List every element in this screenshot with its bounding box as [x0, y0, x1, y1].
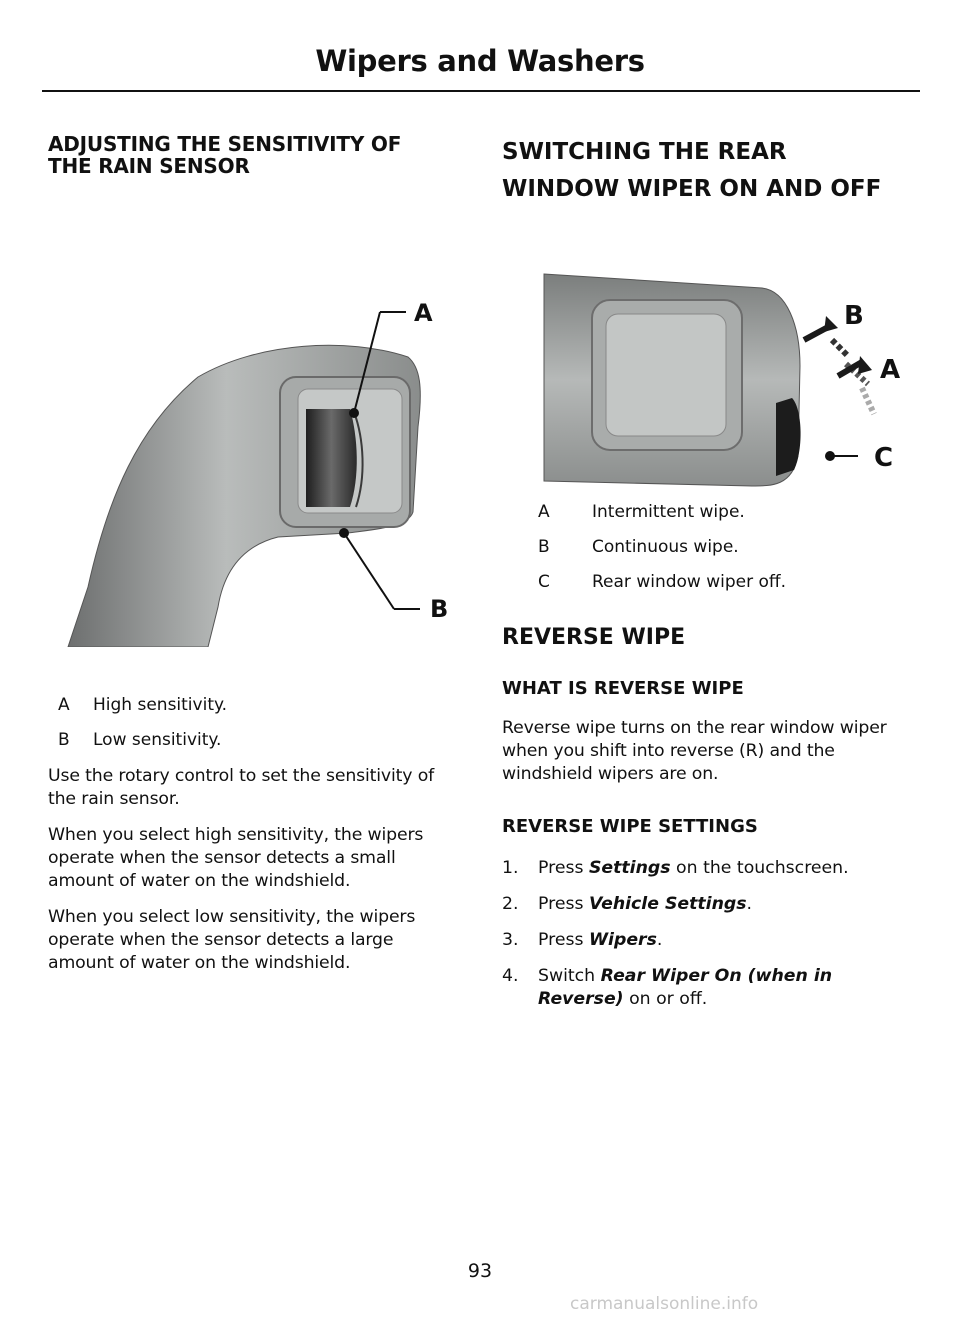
- section-heading-rear-wiper: [502, 134, 922, 208]
- paragraph-reverse-wipe: Reverse wipe turns on the rear window wiper when you shift into reverse (R) and the windshield wipers are on.: [502, 717, 887, 784]
- right-column: [502, 134, 922, 1024]
- rear-wiper-legend: [500, 502, 922, 592]
- subheading-reverse-wipe-settings: REVERSE WIPE SETTINGS: [502, 815, 758, 837]
- step-text: on or off.: [623, 988, 708, 1009]
- step-text: Press: [538, 893, 589, 914]
- step-item: [502, 965, 922, 1011]
- legend-key: A: [58, 695, 70, 716]
- legend-row: [48, 695, 462, 715]
- legend-row: [48, 730, 462, 750]
- step-text: Press: [538, 929, 589, 950]
- heading-line-1: SWITCHING THE REAR: [502, 139, 787, 165]
- settings-steps: [502, 857, 922, 1011]
- heading-line-2: WINDOW WIPER ON AND OFF: [502, 176, 882, 202]
- legend-key: C: [538, 572, 550, 592]
- legend-text: High sensitivity.: [93, 695, 228, 716]
- header-divider: [42, 90, 920, 92]
- step-item: [502, 893, 922, 916]
- rear-wiper-figure: [502, 208, 922, 488]
- page-title: Wipers and Washers: [315, 44, 645, 78]
- legend-key: B: [58, 730, 70, 751]
- legend-text: Continuous wipe.: [592, 537, 739, 557]
- callout-a: A: [414, 299, 433, 328]
- rain-sensor-legend: [48, 695, 462, 750]
- heading-line-2: THE RAIN SENSOR: [48, 153, 250, 178]
- ui-label: Rear Wiper On (when in Reverse): [538, 965, 833, 1009]
- step-item: [502, 857, 922, 880]
- paragraph-low-sensitivity: When you select low sensitivity, the wipers operate when the sensor detects a large amount of water on the windshield.: [48, 907, 416, 974]
- watermark: carmanualsonline.info: [570, 1294, 759, 1314]
- left-column: [48, 134, 462, 988]
- step-text: Switch: [538, 965, 601, 986]
- page-number: 93: [467, 1260, 493, 1282]
- paragraph-rotary-control: Use the rotary control to set the sensitivity of the rain sensor.: [48, 766, 435, 810]
- ui-label: Settings: [588, 857, 671, 878]
- ui-label: Wipers: [588, 929, 657, 950]
- step-number: 3.: [502, 929, 519, 950]
- subheading-what-is-reverse-wipe: WHAT IS REVERSE WIPE: [502, 677, 744, 699]
- wiper-stalk-illustration: [48, 177, 462, 647]
- legend-key: A: [538, 502, 550, 522]
- legend-key: B: [538, 537, 550, 557]
- callout-b: B: [844, 301, 864, 331]
- step-item: [502, 929, 922, 952]
- step-text: .: [656, 929, 663, 950]
- legend-text: Rear window wiper off.: [592, 572, 787, 592]
- legend-row: [500, 502, 922, 522]
- legend-text: Low sensitivity.: [93, 730, 222, 751]
- step-text: .: [746, 893, 753, 914]
- step-text: on the touchscreen.: [670, 857, 849, 878]
- section-heading-rain-sensor: [48, 134, 462, 177]
- step-text: Press: [538, 857, 589, 878]
- legend-row: [500, 537, 922, 557]
- heading-line-1: ADJUSTING THE SENSITIVITY OF: [48, 132, 402, 156]
- legend-text: Intermittent wipe.: [592, 502, 745, 522]
- section-heading-reverse-wipe: REVERSE WIPE: [502, 625, 686, 650]
- step-number: 4.: [502, 965, 519, 986]
- rear-wiper-stalk-illustration: [502, 208, 922, 488]
- step-number: 2.: [502, 893, 519, 914]
- rain-sensor-figure: [48, 177, 462, 647]
- callout-c: C: [874, 443, 894, 473]
- legend-row: [500, 572, 922, 592]
- ui-label: Vehicle Settings: [588, 893, 747, 914]
- callout-b: B: [430, 595, 449, 624]
- paragraph-high-sensitivity: When you select high sensitivity, the wipers operate when the sensor detects a small amount of water on the windshield.: [48, 825, 424, 892]
- step-number: 1.: [502, 857, 519, 878]
- callout-a: A: [880, 355, 901, 385]
